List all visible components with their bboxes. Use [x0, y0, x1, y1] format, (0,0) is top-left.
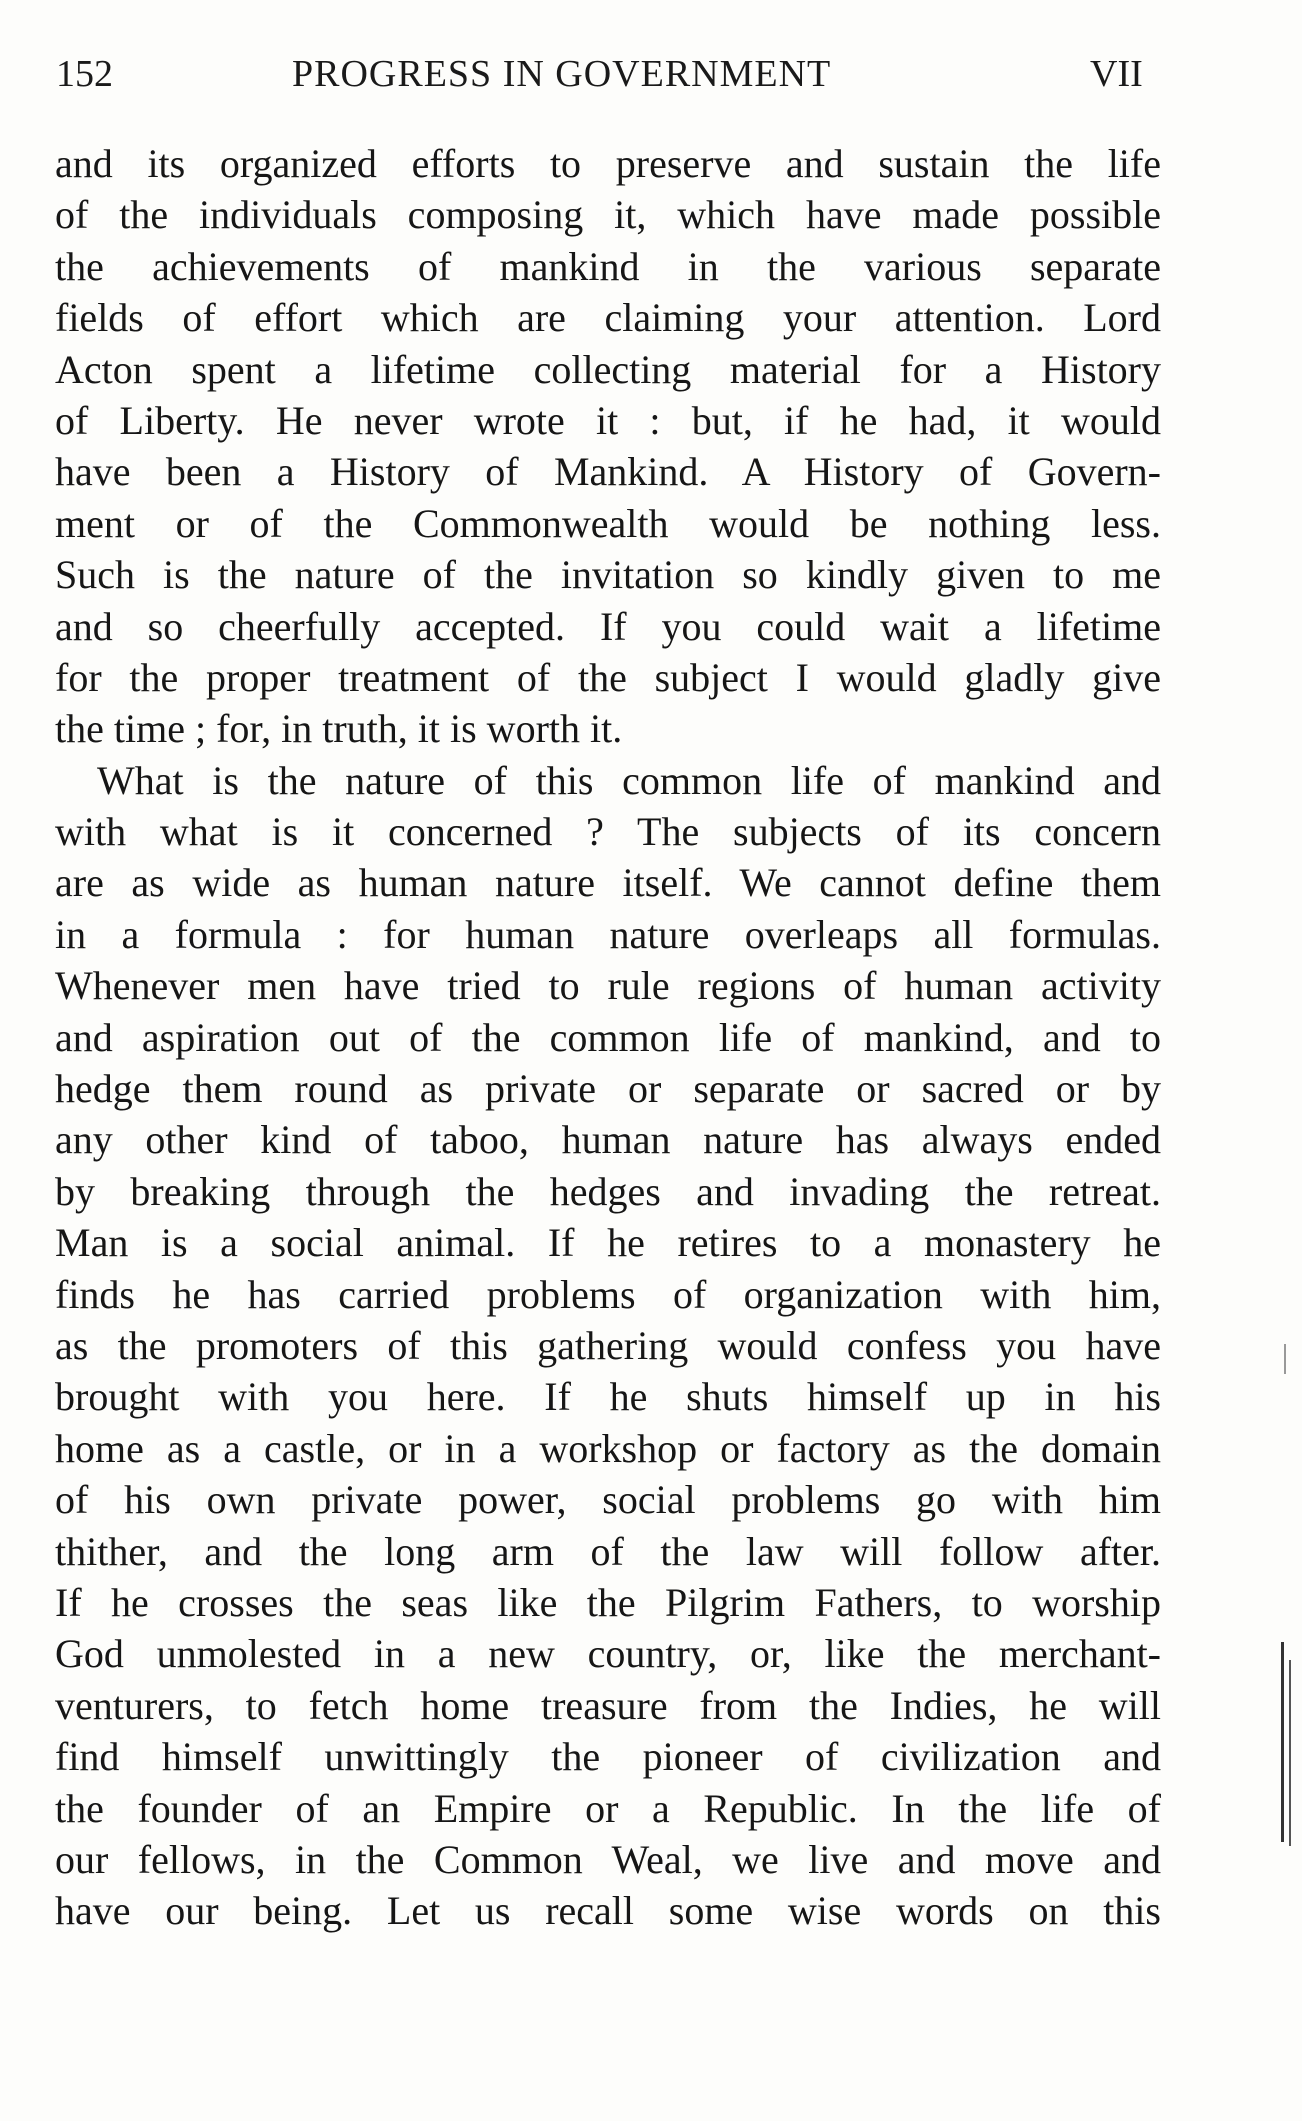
running-title: PROGRESS IN GOVERNMENT — [292, 53, 832, 95]
text-line: find himself unwittingly the pioneer of civilization and — [55, 1734, 1161, 1780]
text-line: any other kind of taboo, human nature has always ended — [55, 1117, 1161, 1163]
text-line: with what is it concerned ? The subjects of its concern — [55, 809, 1161, 855]
text-line: the founder of an Empire or a Republic. In the life of — [55, 1785, 1161, 1831]
scan-artifact-mark — [1289, 1660, 1291, 1846]
chapter-number: VII — [1090, 53, 1143, 95]
page-number: 152 — [56, 53, 113, 95]
text-line: finds he has carried problems of organization with him, — [55, 1271, 1161, 1317]
text-line: our fellows, in the Common Weal, we live and move and — [55, 1836, 1161, 1882]
text-line: the time ; for, in truth, it is worth it. — [55, 706, 623, 752]
text-line: and so cheerfully accepted. If you could wait a lifetime — [55, 603, 1161, 649]
text-line: thither, and the long arm of the law will follow after. — [55, 1528, 1161, 1574]
text-line: hedge them round as private or separate or sacred or by — [55, 1066, 1161, 1112]
text-line: as the promoters of this gathering would confess you have — [55, 1322, 1161, 1368]
text-line: Whenever men have tried to rule regions of human activity — [55, 963, 1161, 1009]
text-line: by breaking through the hedges and invading the retreat. — [55, 1168, 1161, 1214]
text-line: of Liberty. He never wrote it : but, if he had, it would — [55, 397, 1161, 443]
text-line: of his own private power, social problems go with him — [55, 1477, 1161, 1523]
text-line: God unmolested in a new country, or, like the merchant- — [55, 1631, 1161, 1677]
text-line: have been a History of Mankind. A History of Govern- — [55, 449, 1161, 495]
scan-artifact-mark — [1284, 1344, 1286, 1374]
body-text — [55, 138, 1161, 1937]
text-line: and its organized efforts to preserve and sustain the life — [55, 141, 1161, 186]
text-line: home as a castle, or in a workshop or factory as the domain — [55, 1425, 1161, 1471]
text-line: Acton spent a lifetime collecting material for a History — [55, 346, 1161, 392]
page-header — [56, 52, 1156, 104]
text-line: ment or of the Commonwealth would be nothing less. — [55, 500, 1161, 546]
text-line: are as wide as human nature itself. We cannot define them — [55, 860, 1161, 906]
scan-artifact-mark — [1281, 1642, 1284, 1842]
text-line: venturers, to fetch home treasure from the Indies, he will — [55, 1682, 1161, 1728]
text-line: the achievements of mankind in the various separate — [55, 243, 1161, 289]
text-line: Man is a social animal. If he retires to a monastery he — [55, 1220, 1161, 1266]
text-line: Such is the nature of the invitation so kindly given to me — [55, 552, 1161, 598]
text-line: and aspiration out of the common life of mankind, and to — [55, 1014, 1161, 1060]
text-line: brought with you here. If he shuts himself up in his — [55, 1374, 1161, 1420]
text-line: fields of effort which are claiming your attention. Lord — [55, 295, 1161, 341]
text-line: have our being. Let us recall some wise words on this — [55, 1888, 1161, 1934]
text-line: If he crosses the seas like the Pilgrim Fathers, to worship — [55, 1579, 1161, 1625]
text-line: for the proper treatment of the subject I would gladly give — [55, 654, 1161, 700]
text-line: What is the nature of this common life of mankind and — [97, 757, 1161, 803]
text-line: of the individuals composing it, which have made possible — [55, 192, 1161, 238]
text-line: in a formula : for human nature overleaps all formulas. — [55, 911, 1161, 957]
